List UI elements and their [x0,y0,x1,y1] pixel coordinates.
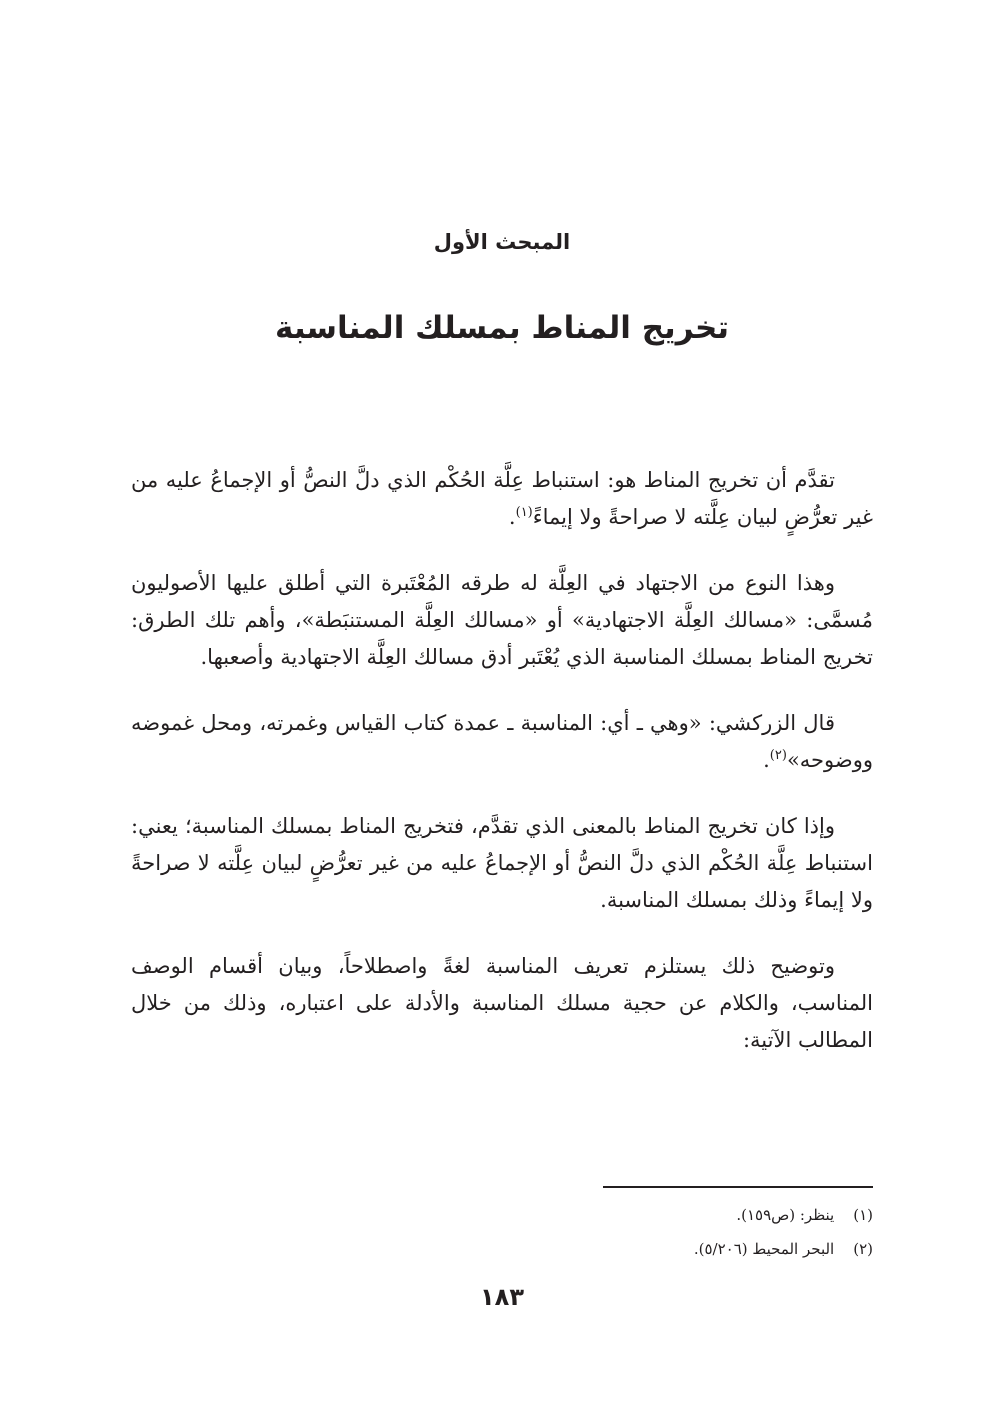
paragraph-4 [131,808,873,919]
section-label: المبحث الأول [433,230,571,254]
footnote-number: (١) [853,1206,873,1224]
footnote-2 [373,1232,873,1266]
paragraph-end: . [763,748,770,772]
footnote-divider [603,1186,873,1188]
paragraph-text: تقدَّم أن تخريج المناط هو: استنباط عِلَّة الحُكْم الذي دلَّ النصُّ أو الإجماعُ عليه من غير تعرُّضٍ لبيان عِلَّته لا صراحةً ولا إيماءً [131,468,873,529]
paragraph-2 [131,565,873,676]
page-number: ١٨٣ [480,1283,524,1311]
footnote-1 [373,1198,873,1232]
footnotes [373,1198,873,1266]
footnote-ref-1: (١) [515,505,533,520]
paragraph-5 [131,948,873,1059]
footnote-text: البحر المحيط (٥/٢٠٦). [693,1240,835,1258]
paragraph-1 [131,462,873,536]
paragraph-3 [131,705,873,779]
paragraph-text: وتوضيح ذلك يستلزم تعريف المناسبة لغةً واصطلاحاً، وبيان أقسام الوصف المناسب، والكلام عن حجية مسلك المناسبة والأدلة على اعتباره، وذلك من خلال المطالب الآتية: [131,954,873,1052]
footnote-text: ينظر: (ص١٥٩). [736,1206,835,1224]
paragraph-end: . [508,505,516,529]
paragraph-text: وإذا كان تخريج المناط بالمعنى الذي تقدَّم، فتخريج المناط بمسلك المناسبة؛ يعني: استنباط عِلَّة الحُكْم الذي دلَّ النصُّ أو الإجماعُ عليه من غير تعرُّضٍ لبيان عِلَّته لا صراحةً ولا إيماءً وذلك بمسلك المناسبة. [131,814,873,912]
paragraph-text: قال الزركشي: «وهي ـ أي: المناسبة ـ عمدة كتاب القياس وغمرته، ومحل غموضه ووضوحه» [131,711,873,772]
footnote-ref-2: (٢) [769,748,787,763]
paragraph-text: وهذا النوع من الاجتهاد في العِلَّة له طرقه المُعْتَبرة التي أطلق عليها الأصوليون مُسمَّى: «مسالك العِلَّة الاجتهادية» أو «مسالك العِلَّة المستنبَطة»، وأهم تلك الطرق: تخريج المناط بمسلك المناسبة الذي يُعْتَبر أدق مسالك العِلَّة الاجتهادية وأصعبها. [131,571,873,669]
footnote-number: (٢) [853,1240,873,1258]
chapter-title: تخريج المناط بمسلك المناسبة [275,310,729,346]
body-text [131,462,873,1088]
